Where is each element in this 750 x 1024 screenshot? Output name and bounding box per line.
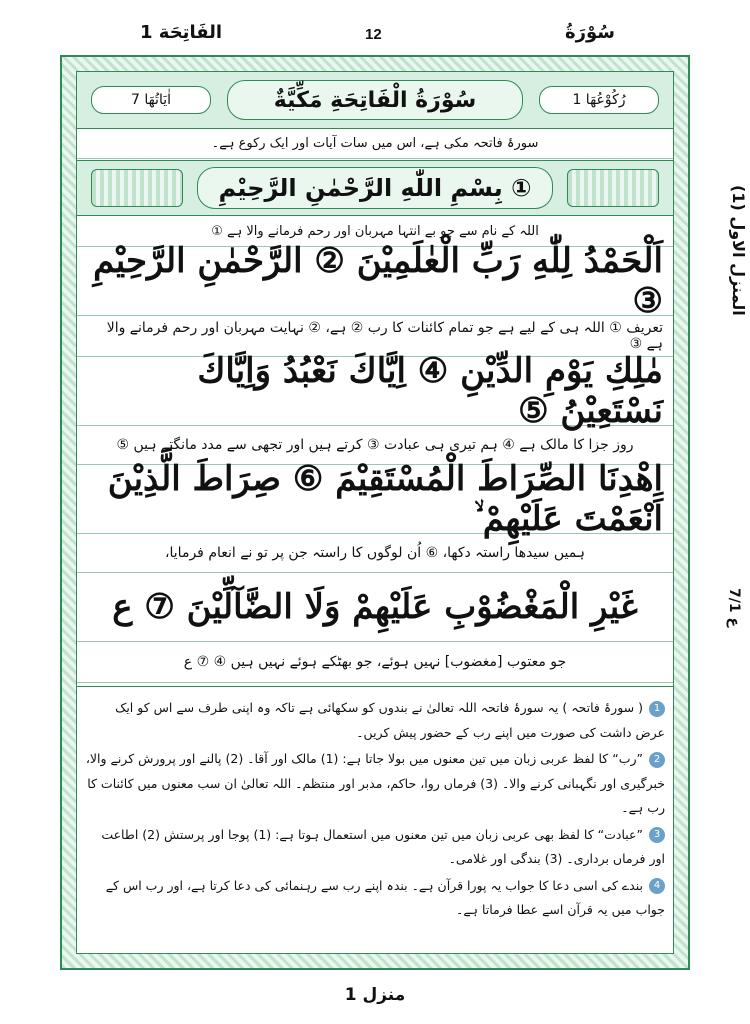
ruku-count-badge: رُکُوْعُهَا 1 bbox=[539, 86, 659, 114]
verse-translation: روز جزا کا مالک ہے ④ ہم تیری ہی عبادت ③ کرتے ہیں اور تجھی سے مدد مانگتے ہیں ⑤ bbox=[77, 426, 673, 465]
verse-translation: جو معتوب [مغضوب] نہیں ہوئے، جو بھٹکے ہوئے نہیں ہیں ④ ⑦ ع bbox=[77, 642, 673, 683]
verse-arabic: مٰلِكِ يَوْمِ الدِّيْنِ ④ اِيَّاكَ نَعْبُدُ وَاِيَّاكَ نَسْتَعِيْنُ ⑤ bbox=[77, 357, 673, 426]
bismillah-text: بِسْمِ اللّٰهِ الرَّحْمٰنِ الرَّحِيْمِ ① bbox=[197, 167, 553, 209]
footnote-text: ”رب“ کا لفظ عربی زبان میں تین معنوں میں بولا جاتا ہے: (1) مالک اور آقا۔ (2) پالنے اور پرورش کرنے والا، خبرگیری اور نگہبانی کرنے والا۔ (3) فرماں روا، حاکم، مدبر اور منتظم۔ اللہ تعالیٰ ان سب معنوں میں کائنات کا رب ہے۔ bbox=[85, 751, 665, 815]
page-frame bbox=[60, 55, 690, 970]
surah-title-box bbox=[77, 72, 673, 129]
page-number: 12 bbox=[365, 26, 382, 43]
page-content bbox=[76, 71, 674, 954]
verse-translation: ہمیں سیدھا راستہ دکھا، ⑥ اُن لوگوں کا راستہ جن پر تو نے انعام فرمایا، bbox=[77, 534, 673, 573]
footnote-text: ”عبادت“ کا لفظ بھی عربی زبان میں تین معنوں میں استعمال ہوتا ہے: (1) پوجا اور پرستش (2) اطاعت اور فرماں برداری۔ (3) بندگی اور غلامی۔ bbox=[101, 826, 665, 866]
ayat-count-badge: اٰیَاتُھَا 7 bbox=[91, 86, 211, 114]
verse-arabic: اَلْحَمْدُ لِلّٰهِ رَبِّ الْعٰلَمِيْنَ ② الرَّحْمٰنِ الرَّحِيْمِ ③ bbox=[77, 247, 673, 316]
header-surah-label: سُوْرَةُ bbox=[565, 22, 615, 43]
footnote bbox=[85, 874, 665, 923]
footnote-number: 4 bbox=[649, 878, 665, 894]
footnote-number: 2 bbox=[649, 752, 665, 768]
side-ruku-label: ع 7/1 bbox=[726, 588, 742, 628]
verse-arabic: اِهْدِنَا الصِّرَاطَ الْمُسْتَقِيْمَ ⑥ صِرَاطَ الَّذِيْنَ اَنْعَمْتَ عَلَيْهِمْ ۙ bbox=[77, 465, 673, 534]
header-surah-name: الفَاتِحَة 1 bbox=[140, 22, 223, 43]
side-manzil-label: المنزل الاول (1) bbox=[729, 185, 748, 316]
footnote-number: 3 bbox=[649, 827, 665, 843]
bismillah-box bbox=[77, 160, 673, 216]
ornament-right bbox=[567, 169, 659, 207]
page-header bbox=[0, 20, 750, 46]
footnote bbox=[85, 747, 665, 821]
footnote-text: بندے کی اسی دعا کا جواب یہ پورا قرآن ہے۔ بندہ اپنے رب سے رہنمائی کی دعا کرتا ہے، اور رب اس کے جواب میں یہ قرآن اسے عطا فرماتا ہے۔ bbox=[105, 877, 665, 917]
bismillah-translation: اللہ کے نام سے جو بے انتہا مہربان اور رحم فرمانے والا ہے ① bbox=[77, 216, 673, 247]
footnote-text: ( سورۂ فاتحہ ) یہ سورۂ فاتحہ اللہ تعالیٰ نے بندوں کو سکھائی ہے تاکہ وہ اپنی طرف سے اس کو ایک عرض داشت کی صورت میں اپنے رب کے حضور پیش کریں۔ bbox=[115, 700, 665, 740]
page-footer: منزل 1 bbox=[344, 985, 406, 1005]
notes-divider bbox=[77, 686, 673, 687]
surah-intro: سورۂ فاتحہ مکی ہے، اس میں سات آیات اور ایک رکوع ہے۔ bbox=[77, 128, 673, 159]
footnote bbox=[85, 823, 665, 872]
footnote-number: 1 bbox=[649, 701, 665, 717]
verse-translation: تعریف ① اللہ ہی کے لیے ہے جو تمام کائنات کا رب ② ہے، ② نہایت مہربان اور رحم فرمانے والا ہے ③ bbox=[77, 316, 673, 357]
ornament-left bbox=[91, 169, 183, 207]
surah-title: سُوْرَةُ الْفَاتِحَةِ مَكِّيَّةٌ bbox=[227, 80, 523, 120]
footnotes bbox=[85, 696, 665, 925]
verse-arabic: غَيْرِ الْمَغْضُوْبِ عَلَيْهِمْ وَلَا الضَّآلِّيْنَ ⑦ ع bbox=[77, 573, 673, 642]
footnote bbox=[85, 696, 665, 745]
